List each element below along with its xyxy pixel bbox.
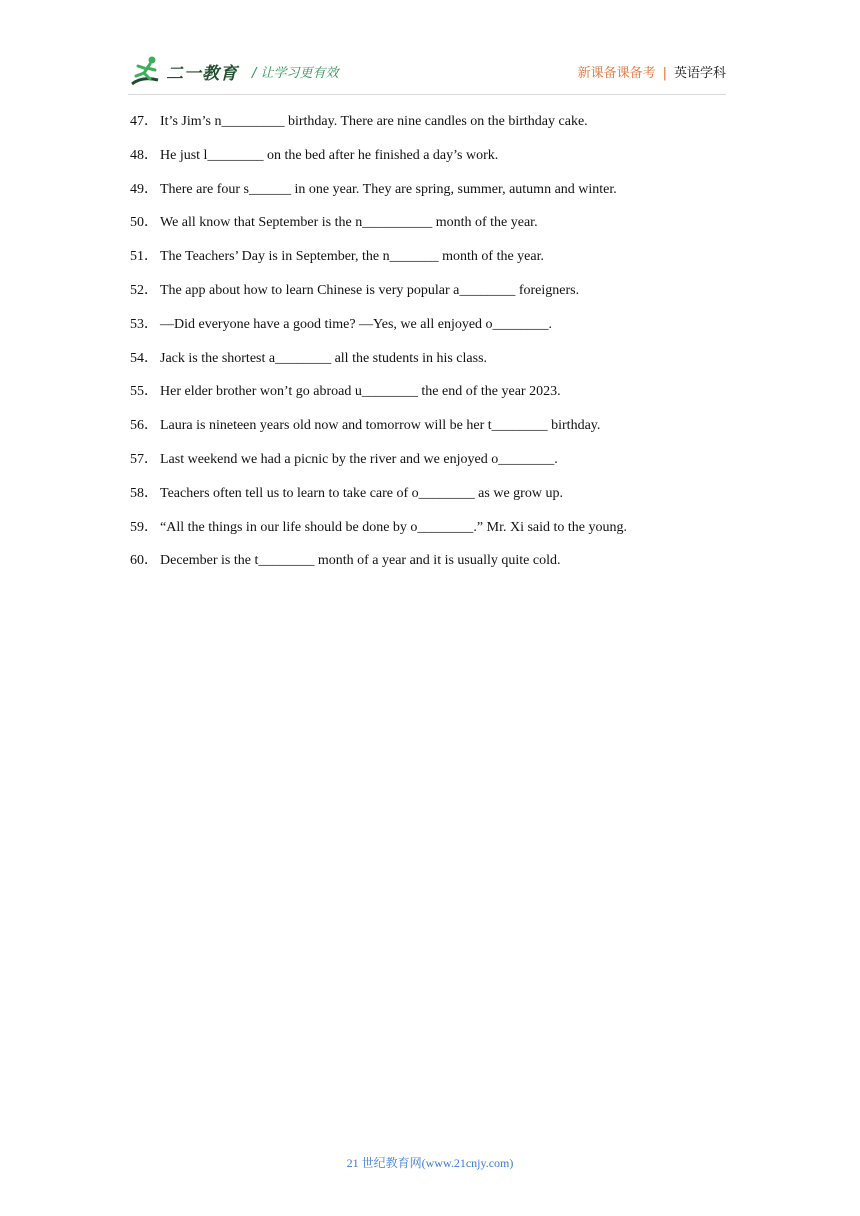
question-number: 59． — [130, 519, 158, 535]
question-number: 58． — [130, 485, 158, 501]
subject-label: 英语学科 — [673, 66, 726, 81]
tagline-course: 新课备课备考 — [577, 66, 656, 81]
question-item — [130, 382, 730, 416]
logo — [128, 54, 238, 88]
question-item — [130, 349, 730, 383]
question-number: 55． — [130, 384, 158, 400]
question-list — [130, 112, 730, 585]
question-item — [130, 213, 730, 247]
question-text: Jack is the shortest a________ all the students in his class. — [160, 350, 488, 366]
question-number: 49． — [130, 181, 158, 197]
footer-source: 21 世纪教育网(www.21cnjy.com) — [346, 1156, 514, 1170]
question-item — [130, 315, 730, 349]
question-text: December is the t________ month of a year and it is usually quite cold. — [160, 553, 561, 569]
question-item — [130, 112, 730, 146]
question-item — [130, 551, 730, 585]
question-text: The app about how to learn Chinese is very popular a________ foreigners. — [160, 282, 580, 298]
question-text: The Teachers’ Day is in September, the n_______ month of the year. — [160, 249, 545, 265]
question-number: 50． — [130, 215, 158, 231]
slogan: / 让学习更有效 — [252, 66, 339, 81]
question-item — [130, 416, 730, 450]
question-item — [130, 281, 730, 315]
question-text: Last weekend we had a picnic by the river and we enjoyed o________. — [160, 451, 558, 467]
question-number: 56． — [130, 418, 158, 434]
question-text: —Did everyone have a good time? —Yes, we all enjoyed o________. — [160, 316, 553, 332]
question-number: 47． — [130, 114, 158, 129]
logo-text: 二一教育 — [166, 63, 238, 84]
question-number: 60． — [130, 553, 158, 569]
question-number: 57． — [130, 451, 158, 467]
question-text: Teachers often tell us to learn to take care of o________ as we grow up. — [160, 485, 563, 501]
runner-logo-icon — [128, 54, 166, 88]
question-number: 54． — [130, 350, 158, 366]
question-text: “All the things in our life should be done by o________.” Mr. Xi said to the young. — [160, 519, 628, 535]
question-text: Laura is nineteen years old now and tomorrow will be her t________ birthday. — [160, 418, 601, 434]
tagline-separator: | — [662, 66, 667, 81]
question-item — [130, 146, 730, 180]
page-header — [128, 52, 726, 92]
question-number: 51． — [130, 249, 158, 265]
question-item — [130, 450, 730, 484]
question-item — [130, 247, 730, 281]
question-text: It’s Jim’s n_________ birthday. There are nine candles on the birthday cake. — [160, 114, 588, 129]
header-divider — [128, 94, 726, 95]
question-number: 53． — [130, 316, 158, 332]
question-item — [130, 180, 730, 214]
question-text: Her elder brother won’t go abroad u________ the end of the year 2023. — [160, 384, 561, 400]
tagline — [578, 62, 726, 81]
question-item — [130, 484, 730, 518]
question-number: 48． — [130, 147, 158, 163]
question-text: We all know that September is the n__________ month of the year. — [160, 215, 538, 231]
question-number: 52． — [130, 282, 158, 298]
question-item — [130, 518, 730, 552]
question-text: There are four s______ in one year. They are spring, summer, autumn and winter. — [160, 181, 617, 197]
question-text: He just l________ on the bed after he finished a day’s work. — [160, 147, 499, 163]
